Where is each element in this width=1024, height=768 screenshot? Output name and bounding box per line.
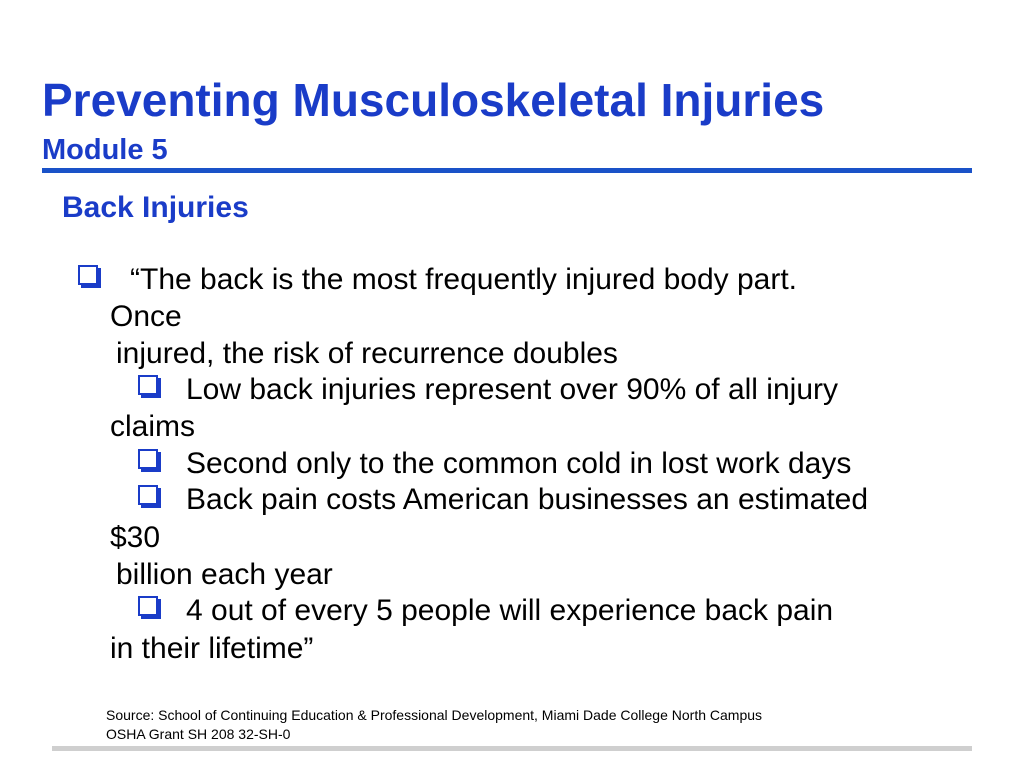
quote-line: 4 out of every 5 people will experience back pain: [186, 594, 834, 627]
square-bullet-icon: [138, 449, 158, 469]
square-bullet-icon: [138, 375, 158, 395]
quote-line: injured, the risk of recurrence doubles: [116, 337, 618, 370]
square-bullet-icon: [78, 265, 98, 285]
title-divider: [42, 168, 972, 173]
quote-line: claims: [110, 410, 196, 443]
quote-line: Second only to the common cold in lost work days: [186, 447, 852, 480]
quote-line: $30: [110, 521, 161, 554]
quote-line: “The back is the most frequently injured body part.: [130, 263, 798, 296]
grant-line: OSHA Grant SH 208 32-SH-0: [106, 726, 291, 742]
quote-line: Once: [110, 300, 182, 333]
source-line: Source: School of Continuing Education & Professional Development, Miami Dade College North Campus: [106, 707, 763, 723]
footer-divider: [52, 746, 972, 751]
quote-line: Back pain costs American businesses an estimated: [186, 483, 869, 516]
square-bullet-icon: [138, 485, 158, 505]
slide-title: Preventing Musculoskeletal Injuries: [42, 74, 825, 126]
quote-line: Low back injuries represent over 90% of all injury: [186, 373, 838, 406]
section-heading: Back Injuries: [62, 191, 249, 224]
quote-line: in their lifetime”: [110, 632, 314, 665]
source-citation: [106, 706, 762, 744]
quote-line: billion each year: [116, 558, 333, 591]
module-subtitle: Module 5: [42, 134, 168, 166]
square-bullet-icon: [138, 596, 158, 616]
